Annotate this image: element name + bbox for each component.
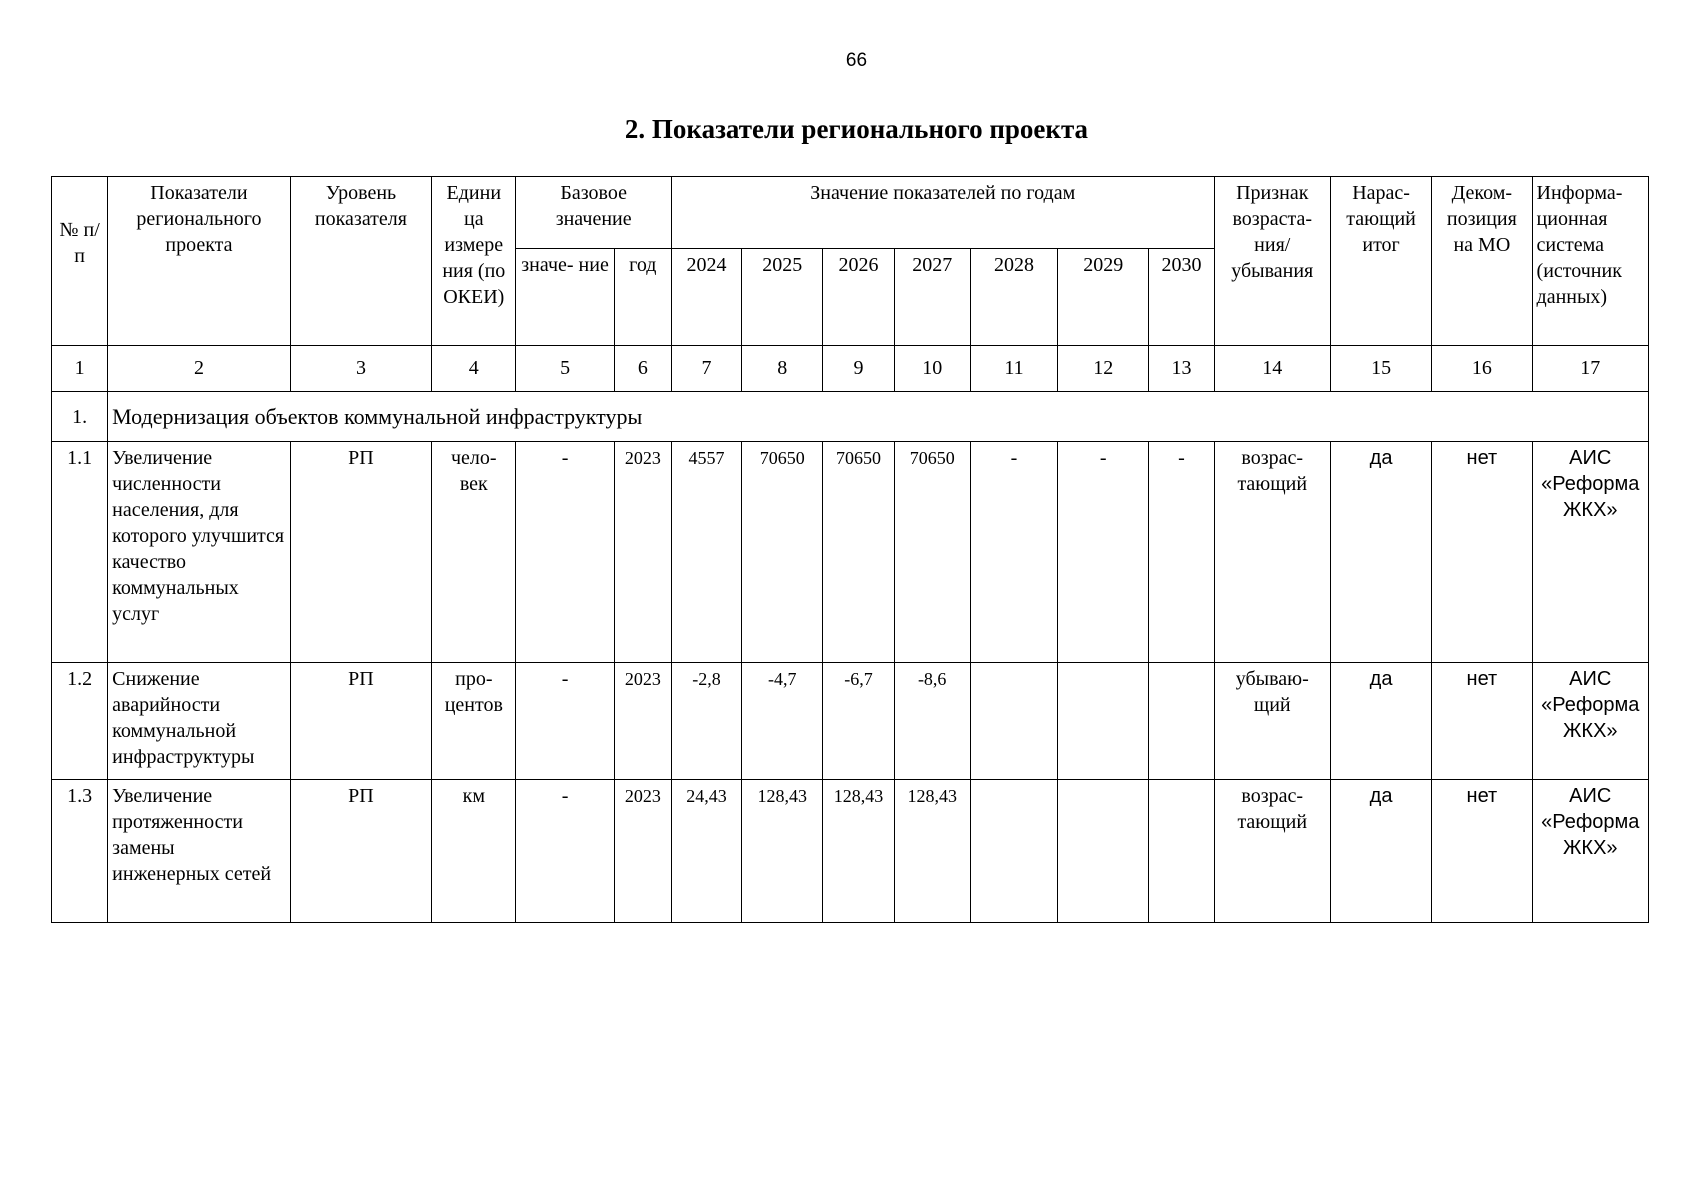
row-value-2027: 70650	[894, 442, 970, 663]
row-level: РП	[290, 442, 431, 663]
column-number: 16	[1432, 346, 1532, 392]
row-value-2030	[1149, 780, 1214, 923]
row-value-2026: 128,43	[823, 780, 894, 923]
column-number: 11	[970, 346, 1057, 392]
header-num: № п/п	[52, 177, 108, 346]
row-cumulative: да	[1330, 442, 1431, 663]
header-year-2030: 2030	[1149, 249, 1214, 346]
column-number: 12	[1058, 346, 1149, 392]
section-name: Модернизация объектов коммунальной инфраструктуры	[108, 392, 1649, 442]
section-num: 1.	[52, 392, 108, 442]
header-level: Уровень показателя	[290, 177, 431, 346]
row-value-2028	[970, 663, 1057, 780]
indicators-table	[51, 176, 1649, 923]
row-decomposition: нет	[1432, 780, 1532, 923]
column-number: 7	[671, 346, 741, 392]
column-number: 17	[1532, 346, 1648, 392]
row-unit: про- центов	[432, 663, 516, 780]
row-cumulative: да	[1330, 780, 1431, 923]
row-base-value: -	[516, 663, 614, 780]
row-indicator-name: Увеличение протяженности замены инженерных сетей	[108, 780, 291, 923]
column-number: 4	[432, 346, 516, 392]
row-info-system: АИС «Реформа ЖКХ»	[1532, 442, 1648, 663]
header-year-2029: 2029	[1058, 249, 1149, 346]
table-row	[52, 663, 1649, 780]
row-unit: км	[432, 780, 516, 923]
row-base-value: -	[516, 442, 614, 663]
row-value-2027: 128,43	[894, 780, 970, 923]
row-value-2024: 4557	[671, 442, 741, 663]
row-indicator-name: Увеличение численности населения, для которого улучшится качество коммунальных услуг	[108, 442, 291, 663]
page-number: 66	[845, 50, 868, 71]
header-sign: Признак возраста- ния/ убывания	[1214, 177, 1330, 346]
header-year-2024: 2024	[671, 249, 741, 346]
row-value-2029: -	[1058, 442, 1149, 663]
column-number-row	[52, 346, 1649, 392]
table-row	[52, 442, 1649, 663]
section-row	[52, 392, 1649, 442]
row-info-system: АИС «Реформа ЖКХ»	[1532, 663, 1648, 780]
header-row	[52, 177, 1649, 249]
column-number: 6	[614, 346, 671, 392]
row-value-2024: 24,43	[671, 780, 741, 923]
column-number: 8	[742, 346, 823, 392]
header-decomposition: Деком- позиция на МО	[1432, 177, 1532, 346]
column-number: 5	[516, 346, 614, 392]
table-row	[52, 780, 1649, 923]
row-value-2029	[1058, 780, 1149, 923]
row-base-value: -	[516, 780, 614, 923]
row-value-2024: -2,8	[671, 663, 741, 780]
header-year-2025: 2025	[742, 249, 823, 346]
column-number: 1	[52, 346, 108, 392]
row-value-2025: 70650	[742, 442, 823, 663]
page-title: 2. Показатели регионального проекта	[624, 114, 1089, 144]
column-number: 9	[823, 346, 894, 392]
header-base-value: значе- ние	[516, 249, 614, 346]
header-base-year: год	[614, 249, 671, 346]
row-level: РП	[290, 780, 431, 923]
column-number: 15	[1330, 346, 1431, 392]
row-value-2028: -	[970, 442, 1057, 663]
row-num: 1.1	[52, 442, 108, 663]
header-cumulative: Нарас- тающий итог	[1330, 177, 1431, 346]
row-base-year: 2023	[614, 442, 671, 663]
row-value-2026: -6,7	[823, 663, 894, 780]
row-value-2029	[1058, 663, 1149, 780]
header-indicator: Показатели регионального проекта	[108, 177, 291, 346]
row-value-2028	[970, 780, 1057, 923]
header-year-2027: 2027	[894, 249, 970, 346]
header-year-2026: 2026	[823, 249, 894, 346]
header-info-system: Информа- ционная система (источник данных)	[1532, 177, 1648, 346]
row-value-2030	[1149, 663, 1214, 780]
header-years-group: Значение показателей по годам	[671, 177, 1214, 249]
row-value-2025: 128,43	[742, 780, 823, 923]
row-num: 1.2	[52, 663, 108, 780]
row-value-2030: -	[1149, 442, 1214, 663]
column-number: 10	[894, 346, 970, 392]
row-unit: чело- век	[432, 442, 516, 663]
row-indicator-name: Снижение аварийности коммунальной инфраструктуры	[108, 663, 291, 780]
row-cumulative: да	[1330, 663, 1431, 780]
header-unit: Едини ца измере ния (по ОКЕИ)	[432, 177, 516, 346]
column-number: 3	[290, 346, 431, 392]
row-decomposition: нет	[1432, 663, 1532, 780]
row-level: РП	[290, 663, 431, 780]
column-number: 2	[108, 346, 291, 392]
row-value-2026: 70650	[823, 442, 894, 663]
row-sign: возрас- тающий	[1214, 442, 1330, 663]
row-sign: возрас- тающий	[1214, 780, 1330, 923]
column-number: 13	[1149, 346, 1214, 392]
row-value-2027: -8,6	[894, 663, 970, 780]
row-num: 1.3	[52, 780, 108, 923]
header-year-2028: 2028	[970, 249, 1057, 346]
row-base-year: 2023	[614, 780, 671, 923]
column-number: 14	[1214, 346, 1330, 392]
row-value-2025: -4,7	[742, 663, 823, 780]
header-base: Базовое значение	[516, 177, 671, 249]
row-sign: убываю- щий	[1214, 663, 1330, 780]
row-decomposition: нет	[1432, 442, 1532, 663]
row-info-system: АИС «Реформа ЖКХ»	[1532, 780, 1648, 923]
row-base-year: 2023	[614, 663, 671, 780]
